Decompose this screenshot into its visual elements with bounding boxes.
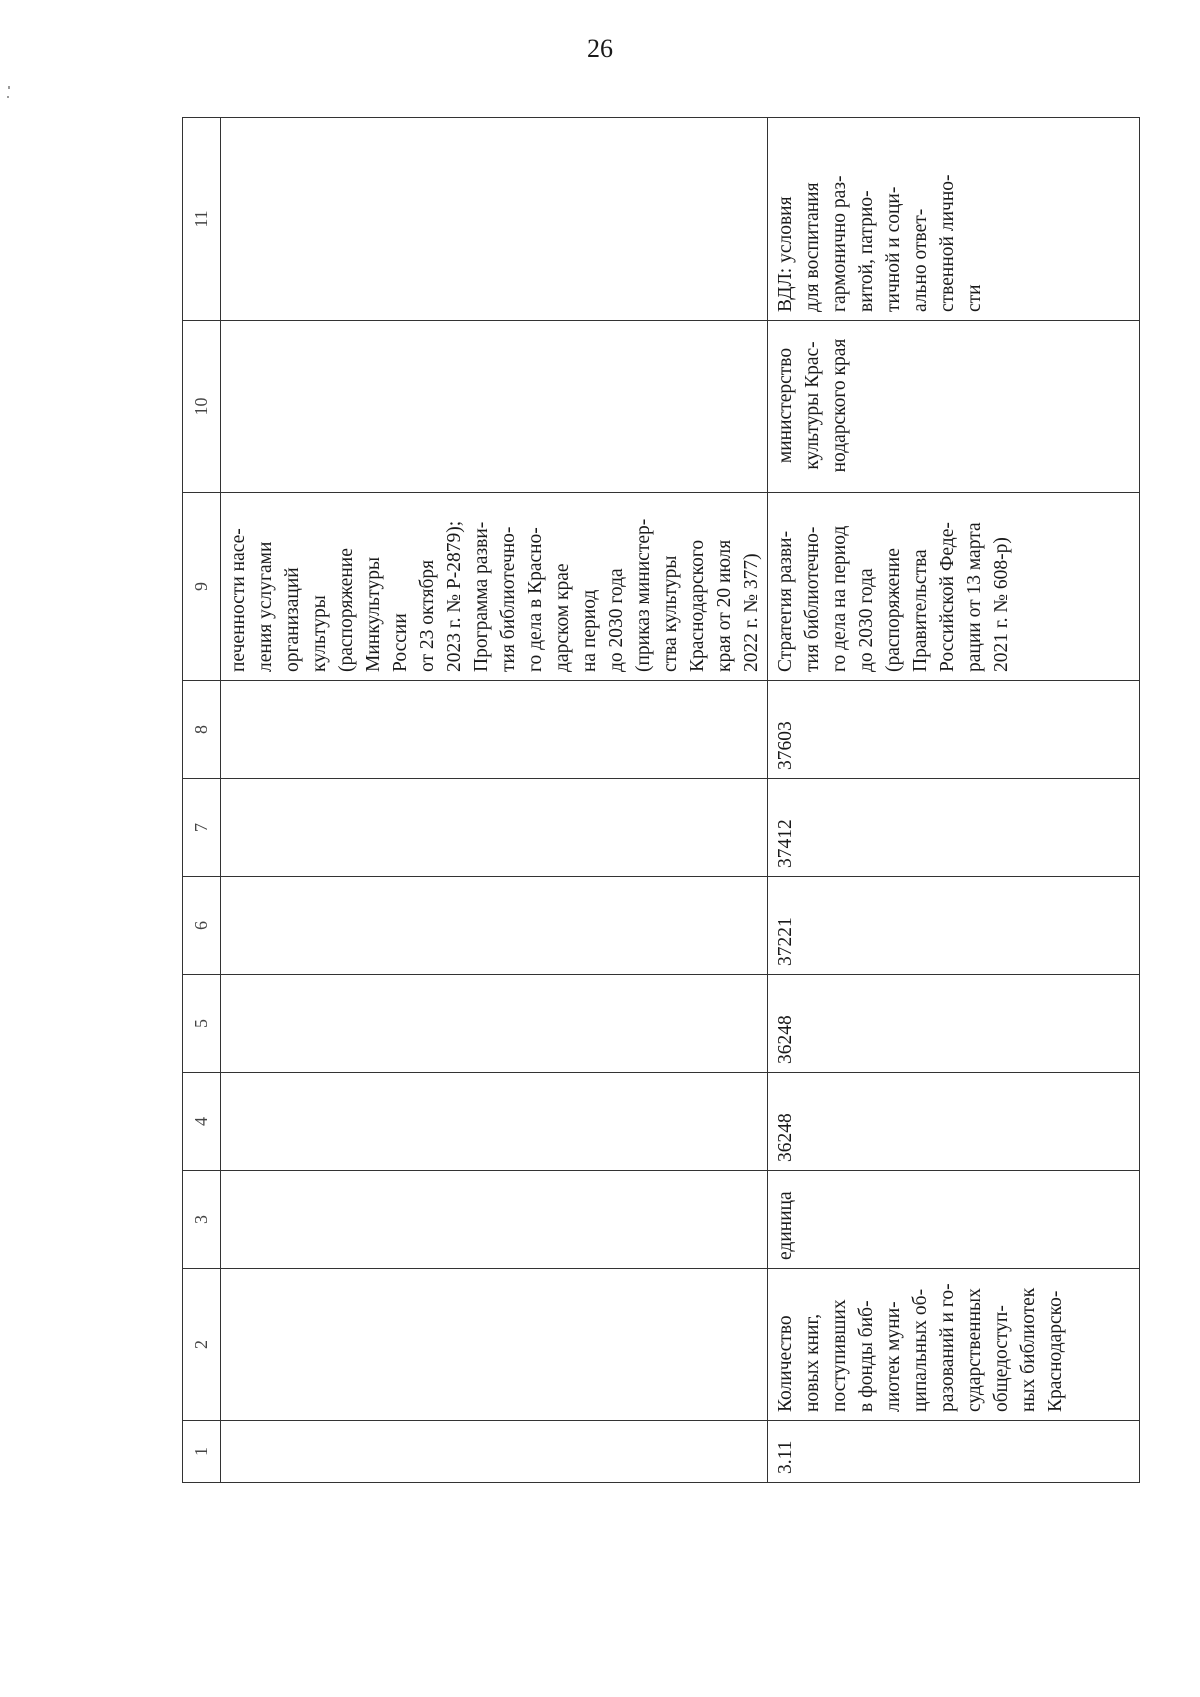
source-document-cell: Стратегия разви- тия библиотечно- го дела на период до 2030 года (распоряжение Правительства Российской Феде- рации от 13 марта 2021 г. № 608-р) xyxy=(768,493,1140,681)
page-number: 26 xyxy=(587,34,613,63)
table-row-continued xyxy=(221,118,768,1483)
header-cell-8: 8 xyxy=(183,681,221,779)
cell-empty xyxy=(221,975,768,1073)
header-cell-2: 2 xyxy=(183,1269,221,1421)
header-cell-11: 11 xyxy=(183,118,221,321)
header-cell-7: 7 xyxy=(183,779,221,877)
table-header-row xyxy=(183,118,221,1483)
header-cell-1: 1 xyxy=(183,1421,221,1483)
header-cell-4: 4 xyxy=(183,1073,221,1171)
rotated-table-container xyxy=(182,118,1140,1483)
row-number-cell: 3.11 xyxy=(768,1421,1140,1483)
value-cell-8: 37603 xyxy=(768,681,1140,779)
header-cell-6: 6 xyxy=(183,877,221,975)
scan-speck xyxy=(7,96,9,98)
continued-document-cell: печенности насе- ления услугами организаций культуры (распоряжение Минкультуры России от 23 октября 2023 г. № Р-2879); Программа разви- тия библиотечно- го дела в Красно- дарском крае на период до 2030 года (приказ министер- ства культуры Краснодарского края от 20 июля 2022 г. № 377) xyxy=(221,493,768,681)
indicators-table xyxy=(182,117,1140,1483)
unit-cell: единица xyxy=(768,1171,1140,1269)
cell-empty xyxy=(221,321,768,493)
scan-speck xyxy=(8,86,10,89)
header-cell-10: 10 xyxy=(183,321,221,493)
header-cell-3: 3 xyxy=(183,1171,221,1269)
value-cell-4: 36248 xyxy=(768,1073,1140,1171)
table-row-3-11 xyxy=(768,118,1140,1483)
cell-empty xyxy=(221,681,768,779)
responsible-cell: министерство культуры Крас- нодарского края xyxy=(768,321,1140,493)
value-cell-7: 37412 xyxy=(768,779,1140,877)
goal-cell: ВДЛ: условия для воспитания гармонично раз- витой, патрио- тичной и соци- ально ответ- ственной лично- сти xyxy=(768,118,1140,321)
header-cell-5: 5 xyxy=(183,975,221,1073)
cell-empty xyxy=(221,779,768,877)
cell-empty xyxy=(221,1073,768,1171)
cell-empty xyxy=(221,1269,768,1421)
value-cell-5: 36248 xyxy=(768,975,1140,1073)
header-cell-9: 9 xyxy=(183,493,221,681)
cell-empty xyxy=(221,118,768,321)
indicator-name-cell: Количество новых книг, поступивших в фонды биб- лиотек муни- ципальных об- разований и го- сударственных общедоступ- ных библиотек Краснодарско- xyxy=(768,1269,1140,1421)
cell-empty xyxy=(221,1421,768,1483)
cell-empty xyxy=(221,1171,768,1269)
cell-empty xyxy=(221,877,768,975)
value-cell-6: 37221 xyxy=(768,877,1140,975)
